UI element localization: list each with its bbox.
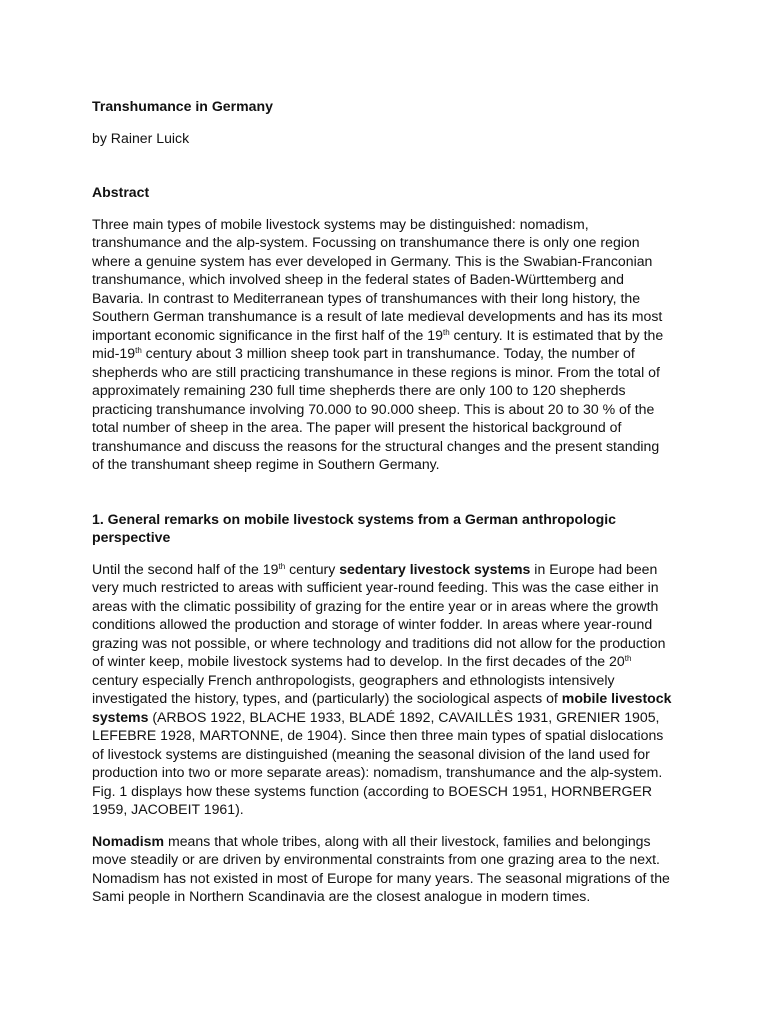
text-line: total number of sheep in the area. The paper will present the historical background of bbox=[92, 419, 622, 435]
text-line: grazing was not possible, or where technology and traditions did not allow for the production bbox=[92, 634, 666, 651]
text-line: move steadily or are driven by environmental constraints from one grazing area to the next. bbox=[92, 851, 660, 867]
text-line: LEFEBRE 1928, MARTONNE, de 1904). Since then three main types of spatial dislocations bbox=[92, 727, 664, 743]
text-line: systems (ARBOS 1922, BLACHE 1933, BLADÉ 1892, CAVAILLÈS 1931, GRENIER 1905, bbox=[92, 708, 660, 725]
text-line: Nomadism has not existed in most of Europe for many years. The seasonal migrations of the bbox=[92, 869, 670, 886]
abstract-paragraph bbox=[92, 215, 692, 474]
text-line: Until the second half of the 19th century sedentary livestock systems in Europe had been bbox=[92, 560, 658, 577]
text-line: where a genuine system has ever developed in Germany. This is the Swabian-Franconian bbox=[92, 252, 653, 269]
superscript: th bbox=[442, 327, 450, 337]
text-line: investigated the history, types, and (particularly) the sociological aspects of mobile livestock bbox=[92, 690, 672, 706]
text-line: very much restricted to areas with sufficient year-round feeding. This was the case either in bbox=[92, 579, 659, 595]
section-1-paragraph bbox=[92, 560, 692, 819]
text-line: transhumance, which involved sheep in the federal states of Baden-Württemberg and bbox=[92, 271, 624, 287]
text-line: areas with the climatic possibility of grazing for the entire year or in areas where the growth bbox=[92, 597, 659, 614]
text-line: transhumance and discuss the reasons for the structural changes and the present standing bbox=[92, 437, 660, 454]
document-author: by Rainer Luick bbox=[92, 129, 190, 146]
text-line: of the transhumant sheep regime in Southern Germany. bbox=[92, 456, 440, 472]
superscript: th bbox=[278, 561, 286, 571]
text-line: Nomadism means that whole tribes, along with all their livestock, families and belongings bbox=[92, 832, 651, 849]
text-line: Fig. 1 displays how these systems function (according to BOESCH 1951, HORNBERGER bbox=[92, 782, 653, 799]
text-line: of livestock systems are distinguished (meaning the seasonal division of the land used for bbox=[92, 745, 650, 762]
text-line: transhumance and the alp-system. Focussing on transhumance there is only one region bbox=[92, 234, 640, 250]
text-line: 1959, JACOBEIT 1961). bbox=[92, 801, 244, 817]
text-line: Bavaria. In contrast to Mediterranean types of transhumances with their long history, the bbox=[92, 289, 641, 306]
text-line: conditions allowed the production and storage of winter fodder. In areas where year-round bbox=[92, 616, 653, 632]
text-line: important economic significance in the first half of the 19th century. It is estimated that by the bbox=[92, 326, 664, 343]
text-line: of winter keep, mobile livestock systems had to develop. In the first decades of the 20th bbox=[92, 653, 632, 669]
bold-term: sedentary livestock systems bbox=[339, 560, 531, 577]
text-line: Three main types of mobile livestock systems may be distinguished: nomadism, bbox=[92, 215, 589, 232]
bold-term: Nomadism bbox=[92, 832, 165, 849]
section-1-heading bbox=[92, 510, 692, 547]
superscript: th bbox=[135, 346, 142, 355]
document-page bbox=[92, 97, 692, 906]
abstract-heading: Abstract bbox=[92, 184, 150, 200]
text-line: mid-19th century about 3 million sheep took part in transhumance. Today, the number of bbox=[92, 345, 635, 361]
text-line: production into two or more separate areas): nomadism, transhumance and the alp-system. bbox=[92, 764, 663, 780]
bold-term: mobile livestock bbox=[561, 690, 672, 706]
nomadism-paragraph bbox=[92, 832, 692, 906]
text-line: practicing transhumance involving 70.000 to 90.000 sheep. This is about 20 to 30 % of the bbox=[92, 400, 655, 417]
text-line: century especially French anthropologists, geographers and ethnologists intensively bbox=[92, 671, 615, 688]
text-line: Southern German transhumance is a result of late medieval developments and has its most bbox=[92, 308, 663, 324]
text-line: Sami people in Northern Scandinavia are the closest analogue in modern times. bbox=[92, 888, 591, 904]
text-line: perspective bbox=[92, 529, 171, 545]
text-line: approximately remaining 230 full time shepherds there are only 100 to 120 shepherds bbox=[92, 382, 626, 398]
document-title: Transhumance in Germany bbox=[92, 98, 273, 114]
text-line: 1. General remarks on mobile livestock systems from a German anthropologic bbox=[92, 510, 617, 527]
text-line: shepherds who are still practicing transhumance in these regions is minor. From the total of bbox=[92, 363, 660, 380]
superscript: th bbox=[624, 654, 632, 663]
bold-term: systems bbox=[92, 708, 149, 725]
